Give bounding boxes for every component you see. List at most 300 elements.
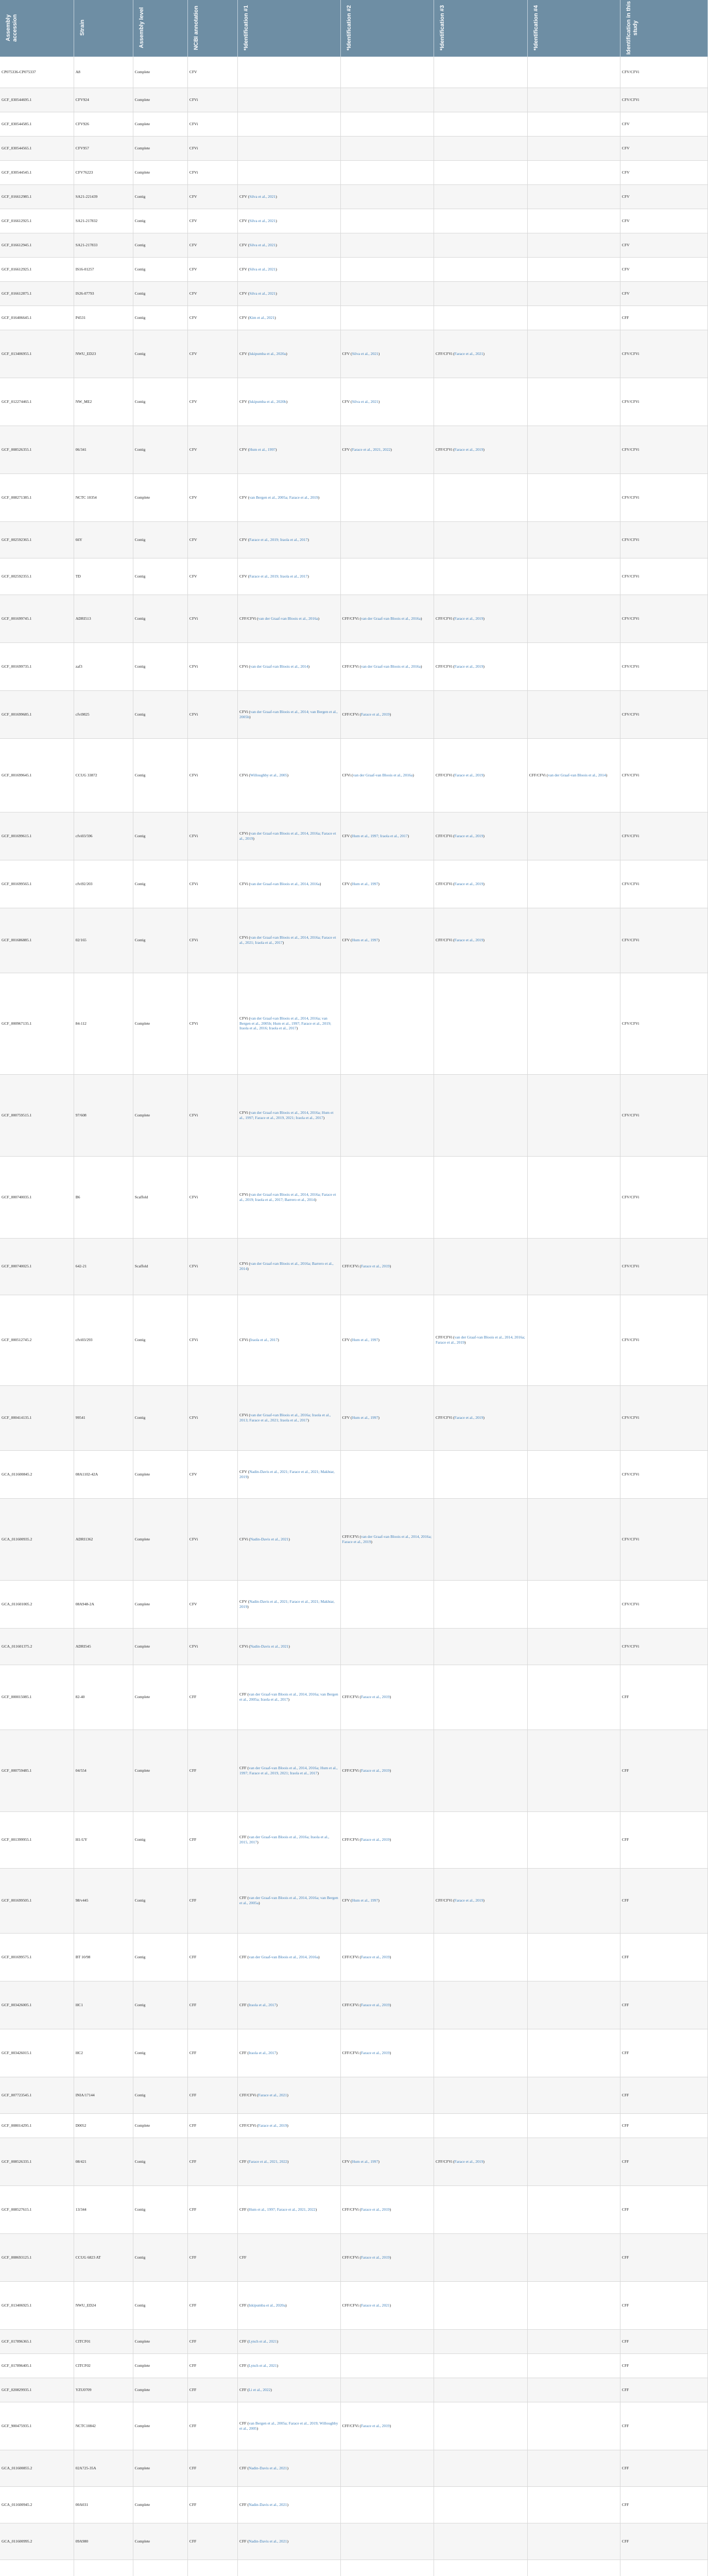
table-cell [74,1074,133,1156]
table-cell [340,233,434,257]
table-cell [0,1580,74,1628]
citation-link[interactable]: Farace et al., 2019 [360,1264,390,1269]
table-cell [238,1385,340,1450]
table-cell [0,1450,74,1498]
table-cell [133,330,187,378]
citation-link[interactable]: Silva et al., 2021 [249,266,276,272]
table-cell [133,1385,187,1450]
cell-text: CFF ( [239,2420,249,2426]
table-row [0,1811,708,1868]
cell-text: CFV ( [342,833,352,838]
cell-text: ) [276,2050,278,2055]
table-cell [133,57,187,88]
cell-text: GCF_030544545.1 [2,170,32,175]
table-cell [527,1238,620,1295]
citation-link[interactable]: Farace et al., 2019 [360,1954,390,1959]
citation-link[interactable]: Farace et al., 2019 [454,1415,483,1420]
citation-link[interactable]: van der Graaf-van Bloois et al., 2016a [353,772,413,777]
column-header-label: Strain [79,20,85,36]
table-cell [527,2329,620,2353]
cell-text: GCA_011600995.2 [2,2538,32,2544]
table-cell [238,973,340,1074]
table-cell [620,1156,707,1238]
table-cell [74,973,133,1074]
table-cell [0,112,74,136]
table-cell [133,1498,187,1580]
cell-text: cfvi9825 [75,711,90,717]
cell-text: CFF [189,1694,197,1700]
citation-link[interactable]: Hum et al., 1997 [352,1415,378,1420]
cell-text: CFVi [189,1112,198,1117]
table-cell [238,1730,340,1811]
table-cell [340,112,434,136]
citation-link[interactable]: Silva et al., 2021 [249,291,276,296]
citation-link[interactable]: Farace et al., 2019 [360,2207,390,2212]
table-cell [187,2077,237,2113]
citation-link[interactable]: van der Graaf-van Bloois et al., 2014, 2016a; Farace et al., 2019; Iraola et al., 2017; Barrero et al., 2014 [239,1192,336,1202]
cell-text: CFF [189,2423,197,2428]
table-cell [187,2185,237,2233]
cell-text: CFF/CFVi ( [342,1954,361,1959]
citation-link[interactable]: Farace et al., 2019 [360,2050,390,2055]
citation-link[interactable]: Hum et al., 1997 [352,2159,378,2164]
citation-link[interactable]: van der Graaf-van Bloois et al., 2016a [360,616,421,621]
cell-text: CFF [189,2465,197,2470]
table-cell [620,1295,707,1385]
cell-text: cfvi03/293 [75,1337,93,1343]
citation-link[interactable]: Nadin-Davis et al., 2021 [249,2502,287,2507]
table-cell [340,1981,434,2029]
cell-text: CFV/CFVi [621,537,640,542]
cell-text: Complete [134,2502,150,2507]
citation-link[interactable]: Farace et al., 2021 [360,2302,390,2308]
table-cell [434,1385,528,1450]
cell-text: CFV [621,121,630,126]
table-cell [434,690,528,738]
table-cell [0,184,74,209]
citation-link[interactable]: Silva et al., 2021 [249,218,276,223]
citation-link[interactable]: Farace et al., 2019 [360,2002,390,2007]
cell-text: NWU_ED24 [75,2302,96,2308]
table-cell [74,1385,133,1450]
citation-link[interactable]: Farace et al., 2019 [258,2123,287,2128]
citation-link[interactable]: Farace et al., 2021, 2022 [249,2159,287,2164]
cell-text: Contig [134,833,146,838]
cell-text: ) [378,938,379,943]
table-cell [0,2029,74,2077]
cell-text: CFV/CFVi [621,495,640,500]
table-row [0,1385,708,1450]
table-cell [133,2353,187,2378]
citation-link[interactable]: van der Graaf-van Bloois et al., 2014 [250,664,308,669]
table-cell [0,160,74,184]
cell-text: CFF/CFVi ( [342,1264,361,1269]
cell-text: CFF/CFVi ( [342,2423,361,2428]
citation-link[interactable]: Hum et al., 1997; Farace et al., 2021, 2022 [249,2207,316,2212]
cell-text: TD [75,573,81,579]
cell-text: B6 [75,1194,80,1199]
cell-text: GCF_900475935.1 [2,2423,32,2428]
citation-link[interactable]: Hum et al., 1997 [352,1337,378,1343]
table-row [0,233,708,257]
citation-link[interactable]: Nadin-Davis et al., 2021; Farace et al., 2021; Makhtar, 2019 [239,1599,335,1609]
citation-link[interactable]: Hum et al., 1997; Iraola et al., 2017 [352,833,408,838]
table-cell [187,1665,237,1730]
cell-text: Contig [134,938,146,943]
citation-link[interactable]: Nadin-Davis et al., 2021 [249,2465,287,2470]
table-cell [434,2560,528,2576]
cell-text: NW_ME2 [75,399,92,404]
cell-text: cfvi03/596 [75,833,93,838]
cell-text: GCF_001699505.1 [2,1898,32,1903]
citation-link[interactable]: Iraola et al., 2017 [250,1337,278,1343]
cell-text: CFV ( [342,351,352,356]
cell-text: GCF_016612925.1 [2,218,32,223]
citation-link[interactable]: Farace et al., 2019 [454,772,483,777]
cell-text: CFVi [189,881,198,886]
cell-text: GCF_001699575.1 [2,1954,32,1959]
cell-text: CFF/CFVi ( [342,2050,361,2055]
cell-text: CFF ( [239,2207,249,2212]
table-cell [620,2353,707,2378]
citation-link[interactable]: Farace et al., 2019 [360,2423,390,2428]
citation-link[interactable]: van der Graaf-van Bloois et al., 2014, 2016a; Farace et al., 2019 [342,1534,432,1544]
citation-link[interactable]: Farace et al., 2019; Iraola et al., 2017 [249,537,308,542]
cell-text: ) [389,1768,391,1773]
cell-text: ) [318,495,320,500]
citation-link[interactable]: Silva et al., 2021 [352,351,378,356]
cell-text: ) [412,772,414,777]
table-cell [238,257,340,281]
cell-text: CFVi [189,1643,198,1649]
cell-text: CFF/CFVi ( [342,711,361,717]
citation-link[interactable]: Iskipumba et al., 2020a [249,351,286,356]
table-cell [0,426,74,473]
citation-link[interactable]: van der Graaf-van Bloois et al., 2016a [360,664,421,669]
table-cell [74,690,133,738]
citation-link[interactable]: Silva et al., 2021 [352,399,378,404]
citation-link[interactable]: van der Graaf-van Bloois et al., 2014, 2016a; van Bergen et al., 2005a [239,1895,338,1905]
cell-text: CFF [621,1694,629,1700]
table-cell [74,1981,133,2029]
citation-link[interactable]: Farace et al., 2021 [454,351,483,356]
table-row [0,812,708,860]
table-cell [340,2029,434,2077]
cell-text: CFVi ( [239,1536,250,1541]
cell-text: ) [275,447,277,452]
citation-link[interactable]: Farace et al., 2021 [258,2092,287,2097]
citation-link[interactable]: Nadin-Davis et al., 2021; Farace et al., 2021; Makhtar, 2019 [239,1469,335,1479]
table-cell [133,1665,187,1730]
column-header [133,0,187,57]
cell-text: CFV/CFVi [621,97,640,102]
citation-link[interactable]: Iskipumba et al., 2020b [249,399,286,404]
table-cell [434,860,528,908]
table-cell [74,908,133,973]
cell-text: CFF [621,1837,629,1842]
cell-text: Contig [134,315,146,320]
citation-link[interactable]: Hum et al., 1997 [352,1898,378,1903]
citation-link[interactable]: van Bergen et al., 2005a; Farace et al., 2019 [249,495,318,500]
citation-link[interactable]: Farace et al., 2019 [454,447,483,452]
cell-text: CFF [189,2363,197,2368]
table-cell [527,860,620,908]
citation-link[interactable]: Willoughby et al., 2005 [250,772,287,777]
citation-link[interactable]: Farace et al., 2019 [360,2255,390,2260]
table-cell [133,136,187,160]
cell-text: CFF [189,2338,197,2344]
table-cell [620,2138,707,2185]
table-cell [527,2185,620,2233]
table-cell [527,1156,620,1238]
table-cell [187,558,237,595]
table-cell [187,2523,237,2560]
cell-text: GCF_016612925.1 [2,266,32,272]
table-cell [340,1811,434,1868]
cell-text: ) [277,2363,279,2368]
citation-link[interactable]: van der Graaf-van Bloois et al., 2014, 2016a; Farace et al., 2019 [436,1335,525,1345]
table-cell [74,1498,133,1580]
cell-text: Contig [134,291,146,296]
citation-link[interactable]: Iraola et al., 2017 [249,2002,277,2007]
citation-link[interactable]: Nadin-Davis et al., 2021 [249,2538,287,2544]
table-cell [0,1295,74,1385]
citation-link[interactable]: Kim et al., 2021 [249,315,275,320]
cell-text: CFF/CFVi ( [342,2255,361,2260]
table-cell [340,908,434,973]
table-cell [434,2353,528,2378]
cell-text: GCF_001699745.1 [2,616,32,621]
table-cell [620,306,707,330]
citation-link[interactable]: Nadin-Davis et al., 2021 [250,1536,289,1541]
cell-text: CP075336-CP075337 [2,69,36,74]
citation-link[interactable]: Farace et al., 2019 [454,833,483,838]
citation-link[interactable]: Li et al., 2022 [249,2387,271,2392]
citation-link[interactable]: van Bergen et al., 2005a; Farace et al., 2019; Willoughby et al., 2005 [239,2420,338,2431]
citation-link[interactable]: van der Graaf-van Bloois et al., 2016a; Iraola et al., 2015, 2017 [239,1835,330,1844]
table-cell [74,2353,133,2378]
cell-text: CFV ( [239,242,250,247]
table-row [0,1295,708,1385]
cell-text: CFVi ( [239,1643,250,1649]
cell-text: CFVi ( [239,709,250,714]
cell-text: GCF_016612985.1 [2,194,32,199]
citation-link[interactable]: Hum et al., 1997 [249,447,275,452]
cell-text: GCA_011600855.2 [2,2465,32,2470]
table-cell [238,1665,340,1730]
table-cell [133,2329,187,2353]
table-cell [527,1385,620,1450]
table-cell [0,281,74,306]
cell-text: GCA_011601005.2 [2,1601,32,1606]
cell-text: 09A980 [75,2538,89,2544]
cell-text: ) [378,1898,379,1903]
citation-link[interactable]: Farace et al., 2019 [454,938,483,943]
table-cell [434,812,528,860]
column-header-label: Identification in this study [625,1,638,55]
table-cell [0,2113,74,2138]
table-cell [133,1981,187,2029]
cell-text: Scaffold [134,1194,148,1199]
table-cell [74,1628,133,1665]
cell-text: ) [315,2207,317,2212]
table-cell [74,1580,133,1628]
table-cell [238,2560,340,2576]
table-cell [133,209,187,233]
cell-text: Contig [134,447,146,452]
cell-text: ) [276,2002,278,2007]
table-cell [187,2378,237,2402]
cell-text: CFV [621,266,630,272]
cell-text: CFF [621,2363,629,2368]
cell-text: GCA_011601375.2 [2,1643,32,1649]
citation-link[interactable]: van der Graaf-van Bloois et al., 2014, 2016a; Hum et al., 1997; Farace et al., 2019, 2021; Iraola et al., 2017 [239,1765,338,1775]
table-row [0,136,708,160]
cell-text: CFVi ( [239,881,250,886]
table-cell [133,1811,187,1868]
table-cell [0,1628,74,1665]
table-row [0,2233,708,2281]
table-cell [0,1933,74,1981]
citation-link[interactable]: Farace et al., 2019 [360,1768,390,1773]
table-cell [133,1238,187,1295]
citation-link[interactable]: Lynch et al., 2021 [249,2338,277,2344]
cell-text: P4531 [75,315,86,320]
cell-text: Complete [134,2338,150,2344]
table-cell [133,642,187,690]
cell-text: BT 10/98 [75,1954,91,1959]
citation-link[interactable]: van der Graaf-van Bloois et al., 2014; van Bergen et al., 2005b [239,709,338,719]
cell-text: GCF_008271385.1 [2,495,32,500]
citation-link[interactable]: Silva et al., 2021 [249,242,276,247]
table-cell [340,1074,434,1156]
citation-link[interactable]: Farace et al., 2019 [360,1837,390,1842]
citation-link[interactable]: van der Graaf-van Bloois et al., 2016a [258,616,318,621]
table-cell [620,690,707,738]
table-cell [133,2523,187,2560]
cell-text: 98/v445 [75,1898,89,1903]
citation-link[interactable]: van der Graaf-van Bloois et al., 2014, 2016a [249,1954,318,1959]
citation-link[interactable]: Farace et al., 2019 [454,2159,483,2164]
table-cell [620,1628,707,1665]
cell-text: CFV926 [75,121,89,126]
table-row [0,738,708,812]
column-header-label: *Identification #3 [439,5,446,51]
table-cell [238,558,340,595]
cell-text: CFV ( [239,537,250,542]
cell-text: ) [287,2159,289,2164]
table-row [0,2329,708,2353]
citation-link[interactable]: Farace et al., 2019 [454,664,483,669]
citation-link[interactable]: van der Graaf-van Bloois et al., 2016a; Barrero et al., 2014 [239,1261,334,1271]
table-cell [133,1450,187,1498]
table-cell [133,2185,187,2233]
citation-link[interactable]: Hum et al., 1997 [352,881,378,886]
cell-text: HC1 [75,2002,83,2007]
table-cell [74,860,133,908]
table-cell [434,1580,528,1628]
cell-text: CFF ( [239,2050,249,2055]
table-cell [620,973,707,1074]
citation-link[interactable]: Hum et al., 1997 [352,938,378,943]
citation-link[interactable]: Farace et al., 2021, 2022 [352,447,391,452]
column-header-label: *Identification #1 [243,5,250,51]
cell-text: ) [317,1770,319,1775]
citation-link[interactable]: Iraola et al., 2017 [249,2050,277,2055]
table-cell [434,1450,528,1498]
table-cell [620,1868,707,1933]
table-cell [187,1385,237,1450]
table-cell [434,281,528,306]
cell-text: ) [378,2159,379,2164]
citation-link[interactable]: Farace et al., 2019 [454,881,483,886]
citation-link[interactable]: Lynch et al., 2021 [249,2363,277,2368]
citation-link[interactable]: Nadin-Davis et al., 2021 [250,1643,289,1649]
table-cell [434,1074,528,1156]
cell-text: Complete [134,1021,150,1026]
cell-text: CFF [621,2159,629,2164]
table-cell [620,812,707,860]
citation-link[interactable]: van der Graaf-van Bloois et al., 2014 [548,772,606,777]
cell-text: CFF/CFVi ( [436,447,455,452]
table-cell [238,2450,340,2486]
table-cell [0,973,74,1074]
citation-link[interactable]: Iskipumba et al., 2020a [249,2302,286,2308]
citation-link[interactable]: Silva et al., 2021 [249,194,276,199]
citation-link[interactable]: Farace et al., 2019; Iraola et al., 2017 [249,573,308,579]
citation-link[interactable]: van der Graaf-van Bloois et al., 2016a; Iraola et al., 2013; Farace et al., 2021; Iraola et al., 2017 [239,1413,331,1422]
citation-link[interactable]: van der Graaf-van Bloois et al., 2014, 2016a; Hum et al., 1997; Farace et al., 2019, 2021; Iraola et al., 2017 [239,1110,334,1120]
table-cell [238,1156,340,1238]
citation-link[interactable]: Farace et al., 2019 [360,711,390,717]
citation-link[interactable]: van der Graaf-van Bloois et al., 2014, 2016a; Farace et al., 2021; Iraola et al., 2017 [239,935,336,945]
table-cell [434,88,528,112]
cell-text: GCF_013406925.1 [2,2302,32,2308]
citation-link[interactable]: van der Graaf-van Bloois et al., 2014, 2016a; Farace et al., 2019 [239,831,336,841]
table-cell [434,642,528,690]
cell-text: CFV [189,1471,197,1477]
cell-text: CFVi [189,833,198,838]
cell-text: 13/344 [75,2207,87,2212]
citation-link[interactable]: van der Graaf-van Bloois et al., 2014, 2016a; van Bergen et al., 2005b; Hum et al., 1997; Farace et al., 2019; Iraola et al., 2016; Iraola et al., 2017 [239,1016,332,1031]
table-cell [74,160,133,184]
citation-link[interactable]: van der Graaf-van Bloois et al., 2014, 2016a; van Bergen et al., 2005a; Iraola et al., 2017 [239,1692,338,1702]
citation-link[interactable]: van der Graaf-van Bloois et al., 2014, 2016a [250,881,320,886]
table-cell [187,257,237,281]
citation-link[interactable]: Farace et al., 2019 [360,1694,390,1700]
table-cell [340,2560,434,2576]
table-cell [527,1981,620,2029]
table-cell [434,1981,528,2029]
citation-link[interactable]: Farace et al., 2019 [454,616,483,621]
table-row [0,209,708,233]
cell-text: ) [256,2426,258,2431]
citation-link[interactable]: Farace et al., 2019 [454,1898,483,1903]
cell-text: CFVi [189,1536,198,1541]
cell-text: CFF [621,1768,629,1773]
table-cell [74,2185,133,2233]
cell-text: Scaffold [134,1264,148,1269]
table-cell [434,378,528,426]
table-cell [0,473,74,521]
table-cell [238,642,340,690]
table-cell [434,2486,528,2523]
table-cell [187,2138,237,2185]
table-cell [340,642,434,690]
table-cell [340,1933,434,1981]
table-row [0,1156,708,1238]
cell-text: CFV ( [239,573,250,579]
